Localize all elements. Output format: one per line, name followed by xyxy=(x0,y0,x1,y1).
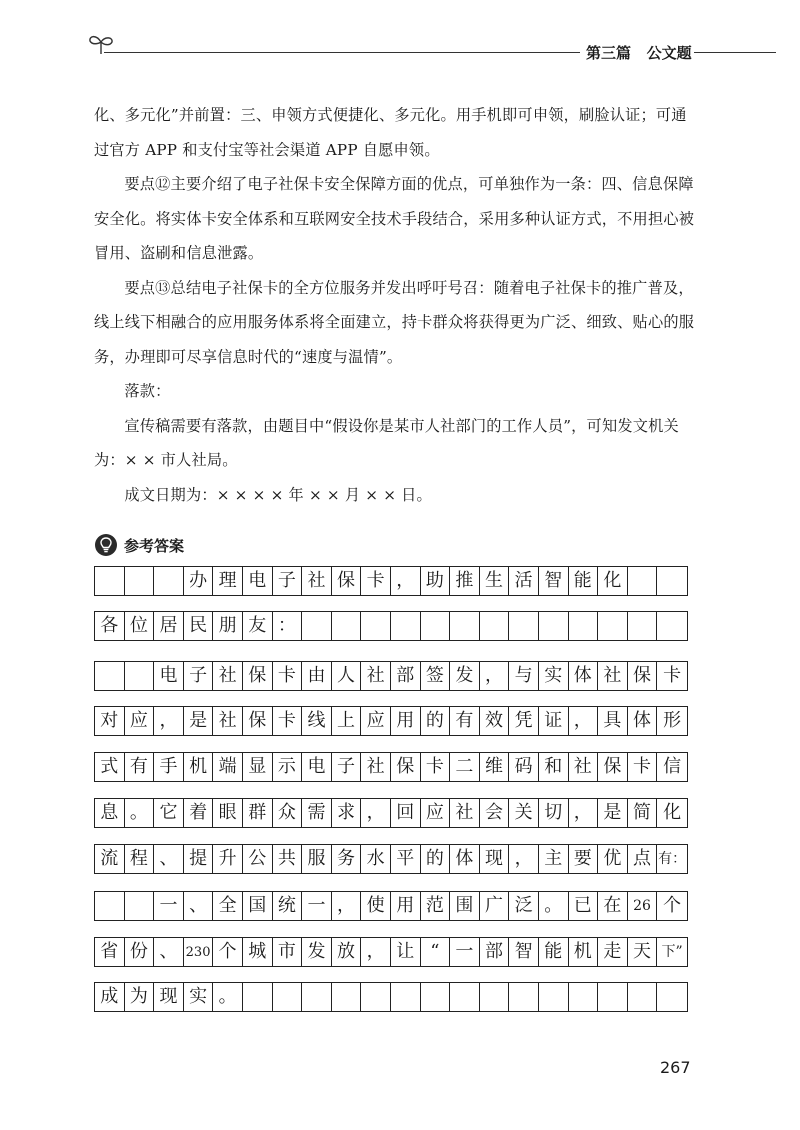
grid-cell: 体 xyxy=(569,662,599,690)
grid-cell: 市 xyxy=(273,938,303,966)
grid-cell xyxy=(125,662,155,690)
grid-row xyxy=(94,611,688,641)
grid-cell: 保 xyxy=(598,753,628,781)
grid-cell: 现 xyxy=(480,845,510,873)
section-label: 第三篇 公文题 xyxy=(586,44,692,62)
grid-cell xyxy=(95,662,125,690)
grid-cell: 人 xyxy=(332,662,362,690)
grid-cell: 需 xyxy=(302,799,332,827)
grid-cell: 社 xyxy=(598,662,628,690)
grid-cell: 体 xyxy=(450,845,480,873)
grid-cell: 社 xyxy=(569,753,599,781)
grid-cell: 朋 xyxy=(213,612,243,640)
grid-cell xyxy=(569,983,599,1011)
grid-cell: 卡 xyxy=(361,567,391,595)
grid-cell: 的 xyxy=(421,707,451,735)
grid-cell: 社 xyxy=(302,567,332,595)
grid-cell xyxy=(421,983,451,1011)
grid-cell: 智 xyxy=(539,567,569,595)
grid-cell: 水 xyxy=(361,845,391,873)
grid-cell: 发 xyxy=(302,938,332,966)
grid-cell xyxy=(509,983,539,1011)
grid-cell xyxy=(480,983,510,1011)
grid-cell: 子 xyxy=(332,753,362,781)
grid-cell: 有： xyxy=(658,851,687,867)
grid-cell xyxy=(95,567,125,595)
grid-cell: 证 xyxy=(539,707,569,735)
grid-cell xyxy=(361,612,391,640)
grid-cell: 社 xyxy=(213,707,243,735)
grid-cell: 它 xyxy=(154,799,184,827)
grid-cell: 平 xyxy=(391,845,421,873)
grid-cell: 下” xyxy=(661,944,683,960)
grid-cell: 电 xyxy=(243,567,273,595)
grid-cell: 应 xyxy=(421,799,451,827)
grid-cell: ： xyxy=(273,612,303,640)
grid-cell: 务 xyxy=(332,845,362,873)
grid-cell: 统 xyxy=(273,892,303,920)
grid-cell xyxy=(332,612,362,640)
grid-cell: 是 xyxy=(184,707,214,735)
grid-cell: 对 xyxy=(95,707,125,735)
lightbulb-icon xyxy=(94,533,118,557)
grid-cell: 主 xyxy=(539,845,569,873)
grid-cell: 使 xyxy=(361,892,391,920)
grid-cell: 份 xyxy=(125,938,155,966)
grid-cell: 现 xyxy=(154,983,184,1011)
grid-cell: 230 xyxy=(184,938,214,966)
grid-cell: 卡 xyxy=(273,662,303,690)
grid-cell: 服 xyxy=(302,845,332,873)
paragraph: 落款： xyxy=(124,382,171,400)
header-rule-right xyxy=(694,52,776,53)
grid-cell: 生 xyxy=(480,567,510,595)
grid-cell: 上 xyxy=(332,707,362,735)
grid-cell: 。 xyxy=(213,983,243,1011)
grid-cell: 二 xyxy=(450,753,480,781)
grid-cell: 能 xyxy=(569,567,599,595)
grid-cell: 公 xyxy=(243,845,273,873)
grid-cell: 码 xyxy=(509,753,539,781)
grid-cell: 程 xyxy=(125,845,155,873)
grid-cell xyxy=(273,983,303,1011)
grid-cell xyxy=(125,567,155,595)
grid-cell xyxy=(480,612,510,640)
grid-cell: 电 xyxy=(302,753,332,781)
grid-cell: 式 xyxy=(95,753,125,781)
grid-cell xyxy=(421,612,451,640)
grid-cell: 走 xyxy=(598,938,628,966)
grid-cell: 回 xyxy=(391,799,421,827)
grid-cell: 在 xyxy=(598,892,628,920)
grid-cell: ， xyxy=(569,707,599,735)
page-number: 267 xyxy=(660,1058,691,1077)
paragraph: 要点⑬总结电子社保卡的全方位服务并发出呼吁号召：随着电子社保卡的推广普及，线上线下相融合的应用服务体系将全面建立，持卡群众将获得更为广泛、细致、贴心的服务，办理即可尽享信息时代的“速度与温情”。 xyxy=(94,278,695,366)
grid-cell: 各 xyxy=(95,612,125,640)
grid-cell: 子 xyxy=(184,662,214,690)
grid-cell: 显 xyxy=(243,753,273,781)
grid-cell: 一 xyxy=(154,892,184,920)
grid-cell xyxy=(391,612,421,640)
grid-cell: 已 xyxy=(569,892,599,920)
grid-cell: 子 xyxy=(273,567,303,595)
grid-cell: 城 xyxy=(243,938,273,966)
grid-cell: 化 xyxy=(663,802,682,823)
grid-cell: 卡 xyxy=(628,753,658,781)
grid-cell: 由 xyxy=(302,662,332,690)
grid-cell xyxy=(302,612,332,640)
grid-cell: 会 xyxy=(480,799,510,827)
grid-cell: 、 xyxy=(154,845,184,873)
grid-cell: 电 xyxy=(154,662,184,690)
paragraph: 化、多元化”并前置：三、申领方式便捷化、多元化。用手机即可申领，刷脸认证；可通过官方 APP 和支付宝等社会渠道 APP 自愿申领。 xyxy=(94,106,687,159)
answer-heading-label: 参考答案 xyxy=(124,536,185,555)
grid-cell: ， xyxy=(332,892,362,920)
grid-cell xyxy=(450,612,480,640)
grid-cell: 和 xyxy=(539,753,569,781)
grid-cell: 保 xyxy=(628,662,658,690)
grid-cell: 智 xyxy=(509,938,539,966)
grid-cell xyxy=(539,612,569,640)
grid-cell: ， xyxy=(509,845,539,873)
grid-cell: 求 xyxy=(332,799,362,827)
grid-cell: 居 xyxy=(154,612,184,640)
grid-cell xyxy=(569,612,599,640)
grid-cell: 群 xyxy=(243,799,273,827)
grid-cell xyxy=(657,612,687,640)
grid-cell: 办 xyxy=(184,567,214,595)
grid-cell: 眼 xyxy=(213,799,243,827)
explanation-text xyxy=(94,98,700,512)
grid-cell: 助 xyxy=(421,567,451,595)
grid-cell: 卡 xyxy=(663,665,682,686)
page-header xyxy=(86,32,776,68)
grid-cell xyxy=(539,983,569,1011)
grid-cell: 实 xyxy=(539,662,569,690)
grid-cell: 活 xyxy=(509,567,539,595)
grid-cell: 围 xyxy=(450,892,480,920)
grid-cell: 息 xyxy=(95,799,125,827)
grid-cell: 有 xyxy=(125,753,155,781)
grid-cell: ， xyxy=(569,799,599,827)
grid-cell: 卡 xyxy=(421,753,451,781)
grid-cell: 个 xyxy=(213,938,243,966)
grid-cell: 关 xyxy=(509,799,539,827)
grid-cell: 效 xyxy=(480,707,510,735)
grid-cell xyxy=(125,892,155,920)
grid-cell xyxy=(302,983,332,1011)
grid-row xyxy=(94,982,688,1012)
grid-cell: 应 xyxy=(125,707,155,735)
grid-row xyxy=(94,798,688,828)
answer-heading xyxy=(94,532,184,558)
grid-cell: 机 xyxy=(569,938,599,966)
grid-cell: 形 xyxy=(663,710,682,731)
grid-row xyxy=(94,706,688,736)
grid-cell xyxy=(657,567,687,595)
grid-cell: 点 xyxy=(628,845,658,873)
grid-cell: 保 xyxy=(332,567,362,595)
grid-cell: 流 xyxy=(95,845,125,873)
grid-cell: 的 xyxy=(421,845,451,873)
grid-cell xyxy=(598,612,628,640)
grid-cell: 天 xyxy=(628,938,658,966)
grid-cell xyxy=(628,612,658,640)
grid-cell: 端 xyxy=(213,753,243,781)
grid-cell: ， xyxy=(361,799,391,827)
grid-cell xyxy=(243,983,273,1011)
grid-cell: 着 xyxy=(184,799,214,827)
grid-cell: 是 xyxy=(598,799,628,827)
grid-cell: 具 xyxy=(598,707,628,735)
paragraph: 宣传稿需要有落款，由题目中“假设你是某市人社部门的工作人员”，可知发文机关为：× × 市人社局。 xyxy=(94,416,679,469)
grid-cell: 社 xyxy=(450,799,480,827)
grid-cell: 一 xyxy=(450,938,480,966)
grid-cell: 推 xyxy=(450,567,480,595)
grid-cell: 有 xyxy=(450,707,480,735)
grid-cell: 友 xyxy=(243,612,273,640)
grid-cell: 个 xyxy=(663,895,682,916)
grid-cell: 维 xyxy=(480,753,510,781)
grid-cell: 应 xyxy=(361,707,391,735)
grid-row xyxy=(94,566,688,596)
grid-cell xyxy=(598,983,628,1011)
grid-cell xyxy=(332,983,362,1011)
grid-cell: 化 xyxy=(598,567,628,595)
grid-cell xyxy=(628,983,658,1011)
grid-cell: 签 xyxy=(421,662,451,690)
grid-row xyxy=(94,752,688,782)
grid-cell: 成 xyxy=(95,983,125,1011)
grid-cell: 泛 xyxy=(509,892,539,920)
grid-cell: 部 xyxy=(480,938,510,966)
grid-cell: 体 xyxy=(628,707,658,735)
grid-cell: 用 xyxy=(391,892,421,920)
grid-cell: 社 xyxy=(361,662,391,690)
grid-row xyxy=(94,844,688,874)
grid-row xyxy=(94,891,688,921)
grid-cell: 实 xyxy=(184,983,214,1011)
grid-cell: 理 xyxy=(213,567,243,595)
grid-cell: 全 xyxy=(213,892,243,920)
grid-cell: 为 xyxy=(125,983,155,1011)
grid-cell: 。 xyxy=(125,799,155,827)
grid-cell: 卡 xyxy=(273,707,303,735)
grid-cell: 广 xyxy=(480,892,510,920)
grid-cell: ， xyxy=(480,662,510,690)
grid-cell: 社 xyxy=(213,662,243,690)
grid-cell: 升 xyxy=(213,845,243,873)
grid-cell: 与 xyxy=(509,662,539,690)
grid-cell: 机 xyxy=(184,753,214,781)
grid-cell: 要 xyxy=(569,845,599,873)
grid-cell: 保 xyxy=(243,662,273,690)
grid-cell xyxy=(154,567,184,595)
grid-cell: “ xyxy=(421,938,451,966)
grid-cell: 一 xyxy=(302,892,332,920)
header-rule-left xyxy=(104,52,580,53)
grid-cell xyxy=(361,983,391,1011)
grid-cell: 范 xyxy=(421,892,451,920)
grid-cell: 位 xyxy=(125,612,155,640)
grid-cell xyxy=(509,612,539,640)
grid-cell: 放 xyxy=(332,938,362,966)
grid-cell: ， xyxy=(391,567,421,595)
grid-cell: 用 xyxy=(391,707,421,735)
paragraph: 要点⑫主要介绍了电子社保卡安全保障方面的优点，可单独作为一条：四、信息保障安全化。将实体卡安全体系和互联网安全技术手段结合，采用多种认证方式，不用担心被冒用、盗刷和信息泄露。 xyxy=(94,175,695,262)
grid-cell: 国 xyxy=(243,892,273,920)
grid-cell: 能 xyxy=(539,938,569,966)
grid-cell: 保 xyxy=(391,753,421,781)
grid-cell: 26 xyxy=(628,892,658,920)
grid-cell: 线 xyxy=(302,707,332,735)
grid-cell: 发 xyxy=(450,662,480,690)
grid-cell: 手 xyxy=(154,753,184,781)
grid-cell: 示 xyxy=(273,753,303,781)
grid-cell: 众 xyxy=(273,799,303,827)
paragraph: 成文日期为：× × × × 年 × × 月 × × 日。 xyxy=(124,485,432,504)
grid-row xyxy=(94,937,688,967)
grid-cell: 优 xyxy=(598,845,628,873)
grid-cell: 。 xyxy=(539,892,569,920)
grid-cell xyxy=(95,892,125,920)
grid-cell: 让 xyxy=(391,938,421,966)
grid-cell: 凭 xyxy=(509,707,539,735)
grid-cell: 简 xyxy=(628,799,658,827)
grid-cell: 、 xyxy=(184,892,214,920)
grid-cell: 部 xyxy=(391,662,421,690)
grid-cell xyxy=(628,567,658,595)
grid-cell: 信 xyxy=(663,756,682,777)
grid-cell: 省 xyxy=(95,938,125,966)
grid-cell: 提 xyxy=(184,845,214,873)
grid-cell: 民 xyxy=(184,612,214,640)
grid-cell: 保 xyxy=(243,707,273,735)
grid-cell xyxy=(391,983,421,1011)
grid-cell: 、 xyxy=(154,938,184,966)
grid-cell xyxy=(657,983,687,1011)
grid-cell: ， xyxy=(361,938,391,966)
grid-row xyxy=(94,661,688,691)
grid-cell: 共 xyxy=(273,845,303,873)
grid-cell xyxy=(450,983,480,1011)
grid-cell: 切 xyxy=(539,799,569,827)
grid-cell: 社 xyxy=(361,753,391,781)
grid-cell: ， xyxy=(154,707,184,735)
